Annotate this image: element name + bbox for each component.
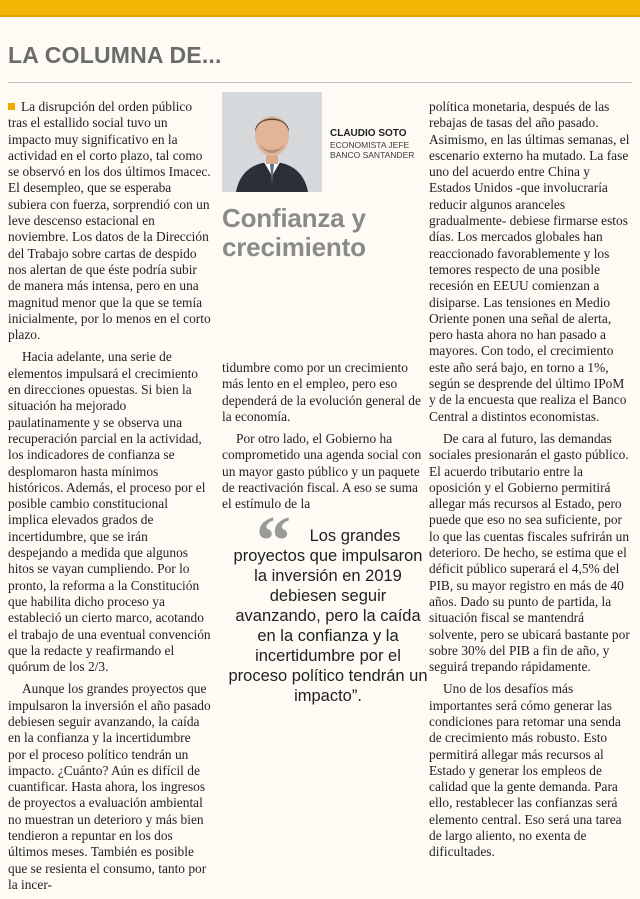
pull-quote: Los grandes proyectos que impulsaron la inversión en 2019 debiesen seguir avanzando, pero la caída en la confianza y la incertidumbre por el proceso político tendrán un impacto”.: [228, 527, 428, 705]
article-headline: [222, 204, 426, 262]
paragraph-text: La disrupción del orden público tras el estallido social tuvo un impacto muy significativo en la actividad en el corto plazo, tal como se observó en los dos últimos Imacec. El desempleo, que se esperaba subiera con fuerza, sorprendió con un leve descenso estacional en noviembre. Los datos de la Dirección del Trabajo sobre cartas de despido nos alertan de que éste podría subir de manera más intensa, pero en una magnitud menor que la que se temía inicialmente, por lo menos en el corto plazo.: [8, 99, 211, 343]
quote-mark-icon: “: [256, 503, 291, 580]
paragraph: tidumbre como por un crecimiento más lento en el empleo, pero eso dependerá de la evolución general de la economía.: [222, 360, 421, 424]
author-photo: [222, 92, 322, 192]
paragraph: política monetaria, después de las rebajas de tasas del año pasado. Asimismo, en las últimas semanas, el escenario externo ha mutado. La fase uno del acuerdo entre China y Estados Unidos -que involucraría reducir algunos aranceles gradualmente- debiese firmarse estos días. Los mercados globales han reaccionado favorablemente y los temores respecto de una posible recesión en EEUU comienzan a disiparse. Las tensiones en Medio Oriente ponen una señal de alerta, pero hasta ahora no han pasado a mayores. Con todo, el crecimiento este año será bajo, en torno a 1%, según se desprende del último IPoM y de la encuesta que realiza el Banco Central a distintos economistas.: [429, 99, 630, 424]
top-accent-bar: [0, 0, 640, 17]
paragraph: De cara al futuro, las demandas sociales presionarán el gasto público. El acuerdo tributario entre la oposición y el Gobierno permitirá allegar más recursos al Estado, pero puede que eso no sea suficiente, por lo que las cuentas fiscales sufrirán un deterioro. De hecho, se estima que el déficit público superará el 4,5% del PIB, su mayor registro en más de 40 años. Dado su punto de partida, la situación fiscal se mantendrá solvente, pero se ubicará bastante por sobre 30% del PIB a fin de año, y seguirá trepando rápidamente.: [429, 430, 630, 675]
paragraph: [8, 99, 211, 343]
article-column-3: [429, 99, 634, 867]
section-title: LA COLUMNA DE...: [8, 42, 222, 68]
author-name: CLAUDIO SOTO: [330, 128, 407, 139]
headline-line: Confianza y: [222, 203, 366, 233]
author-role: [330, 140, 430, 160]
paragraph: Por otro lado, el Gobierno ha comprometido una agenda social con un mayor gasto público y un paquete de reactivación fiscal. A eso se suma el estímulo de la: [222, 431, 422, 512]
author-portrait-icon: [222, 92, 322, 192]
paragraph: Aunque los grandes proyectos que impulsaron la inversión el año pasado debiesen seguir avanzando, la caída en la confianza y la incertidumbre por el proceso político tendrán un impacto. ¿Cuánto? Aún es difícil de cuantificar. Hasta ahora, los ingresos de proyectos a evaluación ambiental no muestran un deterioro y más bien tendieron a repuntar en los dos últimos meses. También es posible que se resienta el consumo, tanto por la incer-: [8, 681, 211, 892]
author-role-line: BANCO SANTANDER: [330, 150, 415, 160]
paragraph: Uno de los desafíos más importantes será cómo generar las condiciones para retomar una senda de crecimiento más robusto. Esto permitirá allegar más recursos al Estado y generar los empleos de calidad que la gente demanda. Para ello, restablecer las confianzas será elemento central. Eso será una tarea de largo aliento, no exenta de dificultades.: [429, 681, 622, 860]
square-bullet-icon: [8, 103, 15, 110]
headline-line: crecimiento: [222, 232, 366, 262]
article-column-2: [222, 360, 424, 519]
author-role-line: ECONOMISTA JEFE: [330, 140, 410, 150]
section-divider: [8, 82, 632, 83]
article-column-1: [8, 99, 211, 899]
paragraph: Hacia adelante, una serie de elementos impulsará el crecimiento en direcciones opuestas. Si bien la situación ha mejorado paulatinamente y se observa una recuperación parcial en la actividad, los indicadores de confianza se desplomaron hasta mínimos históricos. Además, el proceso por el posible cambio constitucional implica elevados grados de incertidumbre, que se irán despejando a medida que algunos hitos se vayan cumpliendo. Por lo pronto, la reforma a la Constitución que habilita dicho proceso ya estableció un cierto marco, acotando el trabajo de una eventual convención que la redacte y reafirmando el quórum de los 2/3.: [8, 349, 211, 675]
